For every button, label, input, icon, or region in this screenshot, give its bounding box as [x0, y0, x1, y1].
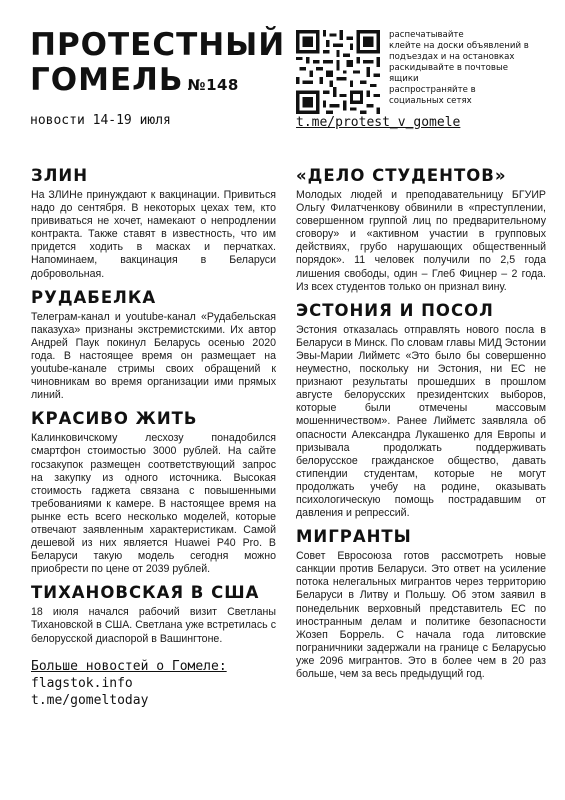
- instruction-line: социальных сетях: [389, 96, 472, 106]
- article-body: Калинковичскому лесхозу понадобился смартфон стоимостью 3000 рублей. На сайте госзакупок размещен соответствующий запрос на закупку из одного источника. Высокая стоимость гаджета связана с повышенными требованиями к камере. В настоящее время на рынке есть всего несколько моделей, которые отвечают заявленным характеристикам. Самой дешевой из них является Huawei P40 Pro. В Беларуси такую модель сегодня можно приобрести по цене от 2039 рублей.: [31, 432, 276, 576]
- issue-number: №148: [187, 76, 239, 94]
- date-range: новости 14-19 июля: [30, 113, 171, 128]
- article-rudabelka: [31, 288, 276, 403]
- telegram-link[interactable]: t.me/protest_v_gomele: [296, 115, 461, 130]
- instruction-line: ящики: [389, 74, 419, 84]
- article-title: ЗЛИН: [31, 166, 89, 185]
- article-estonia: [296, 301, 546, 520]
- more-news-label: Больше новостей о Гомеле:: [31, 658, 227, 674]
- distribution-instructions: [389, 30, 549, 107]
- article-body: 18 июля начался рабочий визит Светланы Тихановской в США. Светлана уже встретилась с белорусской диаспорой в Вашингтоне.: [31, 606, 276, 645]
- title-line-1: ПРОТЕСТНЫЙ: [30, 27, 286, 63]
- article-delo-studentov: [296, 166, 546, 294]
- article-title: КРАСИВО ЖИТЬ: [31, 409, 198, 429]
- instruction-line: клейте на доски объявлений в: [389, 41, 529, 51]
- left-column: [31, 166, 276, 709]
- article-body: На ЗЛИНе принуждают к вакцинации. Привиться надо до сентября. В некоторых цехах тем, кто прививаться не хочет, намекают о непродлении контракта. Также ставят в известность, что им придется ходить в масках и перчатках. Напоминаем, вакцинация в Беларуси добровольная.: [31, 189, 276, 280]
- article-title: РУДАБЕЛКА: [31, 287, 157, 307]
- instruction-line: распространяйте в: [389, 85, 476, 95]
- article-migranty: [296, 527, 546, 681]
- newspaper-title: [30, 28, 285, 103]
- article-zlin: [31, 166, 276, 281]
- article-title: «ДЕЛО СТУДЕНТОВ»: [296, 166, 507, 185]
- more-news: [31, 658, 276, 709]
- instruction-line: распечатывайте: [389, 30, 464, 40]
- article-tikhanovskaya: [31, 583, 276, 645]
- article-krasivo-zhit: [31, 409, 276, 576]
- article-body: Телеграм-канал и youtube-канал «Рудабельская паказуха» признаны экстремистскими. Их автор Андрей Паук покинул Беларусь осенью 2020 года. В настоящее время он размещает на youtube-канале стримы своих обращений к чиновникам во время организации ими прямых линий.: [31, 310, 276, 402]
- more-news-link-gomeltoday[interactable]: t.me/gomeltoday: [31, 692, 149, 708]
- instruction-line: подъездах и на остановках: [389, 52, 515, 62]
- instruction-line: раскидывайте в почтовые: [389, 63, 509, 73]
- article-body: Совет Евросоюза готов рассмотреть новые санкции против Беларуси. Это ответ на усиление потока нелегальных мигрантов через территорию Беларуси в Литву и Польшу. Об этом заявил в понедельник верховный представитель ЕС по иностранным делам и политике безопасности Жозеп Боррель. С начала года литовские пограничники задержали на границе с Беларусью уже 2096 мигрантов. Это в более чем в 20 раз больше, чем за весь предыдущий год.: [296, 550, 546, 680]
- article-body: Эстония отказалась отправлять нового посла в Беларуси в Минск. По словам главы МИД Эстонии Эвы-Марии Лийметс «Это было бы совершенно неуместно, поскольку ни Эстония, ни ЕС не признают результаты прошедших в прошлом августе белорусских президентских выборов, которые были отмечены массовым мошенничеством». Ранее Лийметс заявляла об опасности Александра Лукашенко для Европы и призывала продолжать поддерживать белорусское гражданское общество, давать стипендии студентам, которые не могут продолжать учебу на родине, оказывать психологическую помощь пострадавшим от давления и репрессий.: [296, 323, 546, 520]
- qr-code-icon[interactable]: [296, 30, 380, 114]
- article-title: МИГРАНТЫ: [296, 527, 412, 547]
- title-line-2: [30, 63, 285, 103]
- right-column: [296, 166, 546, 688]
- title-line-2-text: ГОМЕЛЬ: [30, 62, 184, 98]
- article-title: ТИХАНОВСКАЯ В США: [31, 583, 260, 603]
- article-title: ЭСТОНИЯ И ПОСОЛ: [296, 300, 494, 320]
- more-news-link-flagstok[interactable]: flagstok.info: [31, 675, 133, 691]
- article-body: Молодых людей и преподавательницу БГУИР Ольгу Филатченкову обвинили в «преступлении, совершенном группой лиц по предварительному сговору» и «активном участии в групповых действиях, грубо нарушающих общественный порядок». 11 человек получили по 2,5 года лишения свободы, один – Глеб Фицнер – 2 года. Из всех студентов только он признал вину.: [296, 189, 546, 293]
